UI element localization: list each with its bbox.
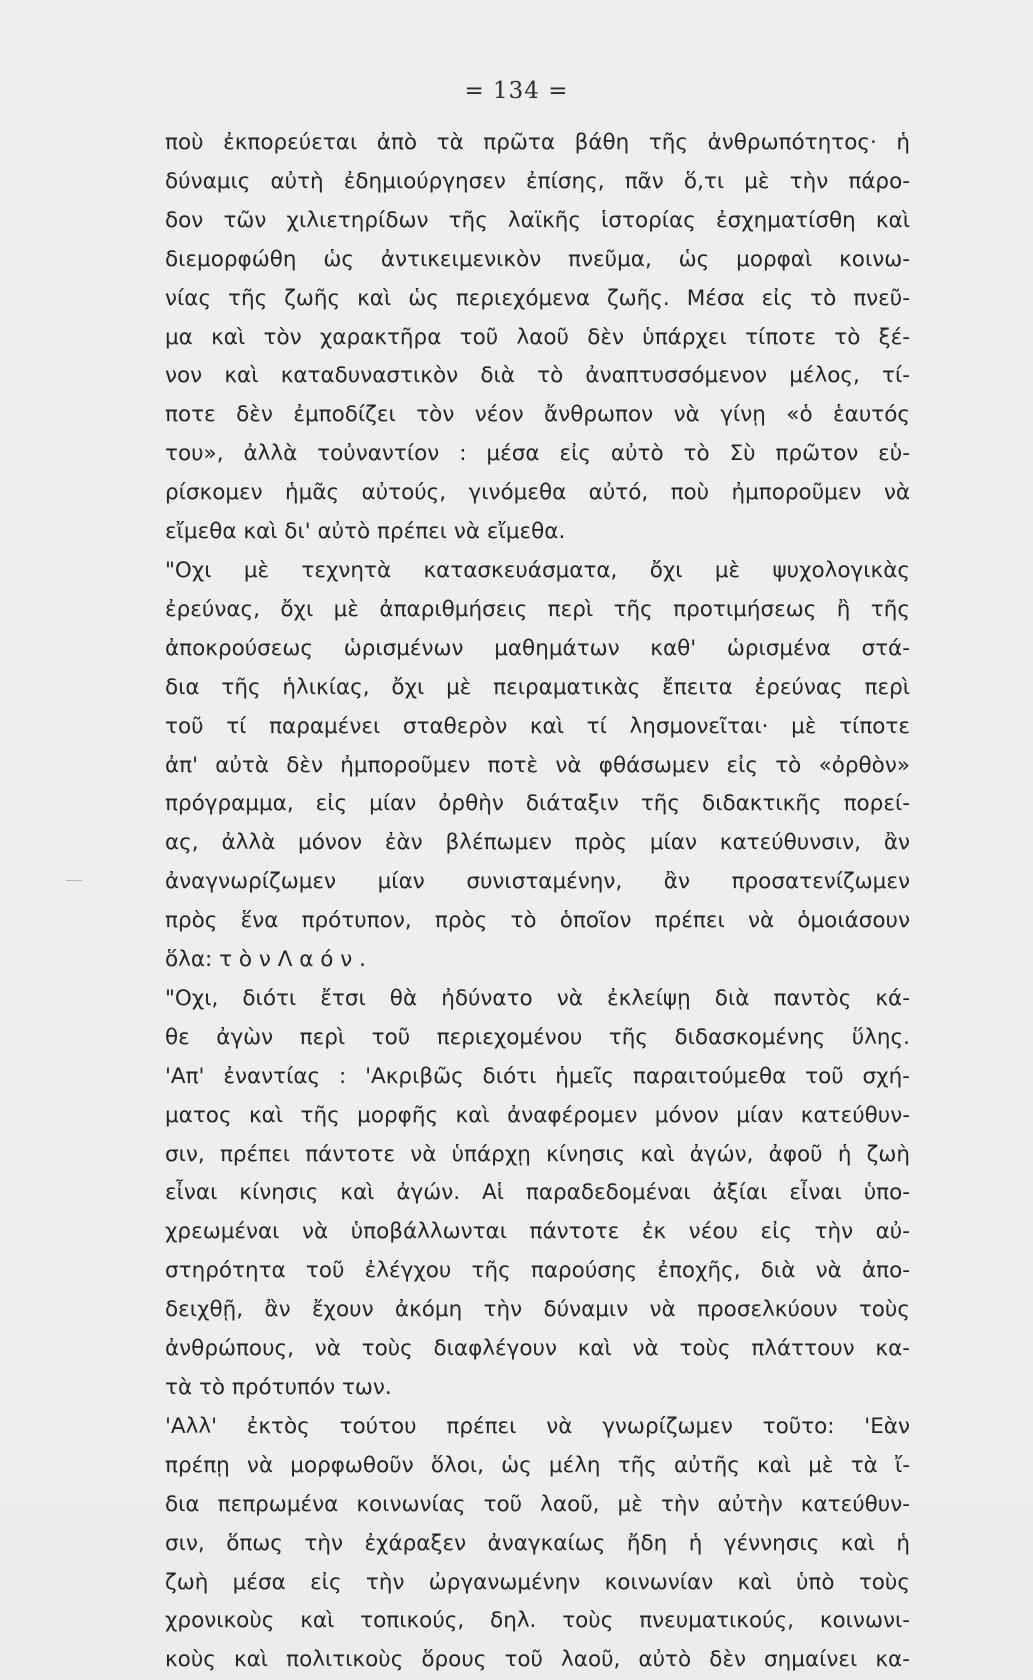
text-line: 'Απ' ἐναντίας : 'Ακριβῶς διότι ἡμεῖς παραιτούμεθα τοῦ σχή- xyxy=(165,1063,910,1089)
text-line: πρόγραμμα, εἰς μίαν ὀρθὴν διάταξιν τῆς διδακτικῆς πορεί- xyxy=(165,791,910,817)
text-line: "Οχι μὲ τεχνητὰ κατασκευάσματα, ὄχι μὲ ψυχολογικὰς xyxy=(165,557,910,583)
text-line: τὰ τὸ πρότυπόν των. xyxy=(165,1375,392,1400)
text-line: διεμορφώθη ὡς ἀντικειμενικὸν πνεῦμα, ὡς μορφαὶ κοινω- xyxy=(165,246,910,272)
body-text xyxy=(165,124,910,1680)
text-line: ποτε δὲν ἐμποδίζει τὸν νέον ἄνθρωπον νὰ γίνῃ «ὁ ἑαυτός xyxy=(165,402,910,428)
text-line: ποὺ ἐκπορεύεται ἀπὸ τὰ πρῶτα βάθη τῆς ἀνθρωπότητος· ἡ xyxy=(165,130,910,155)
text-line: ὅλα: τ ὸ ν Λ α ό ν . xyxy=(165,947,366,973)
text-line: ἀπ' αὐτὰ δὲν ἠμποροῦμεν ποτὲ νὰ φθάσωμεν εἰς τὸ «ὀρθὸν» xyxy=(165,752,910,778)
text-line: νίας τῆς ζωῆς καὶ ὡς περιεχόμενα ζωῆς. Μέσα εἰς τὸ πνεῦ- xyxy=(165,285,910,311)
text-line: ἀποκρούσεως ὡρισμένων μαθημάτων καθ' ὡρισμένα στά- xyxy=(165,635,910,661)
text-line: ἀναγνωρίζωμεν μίαν συνισταμένην, ἂν προσατενίζωμεν xyxy=(165,869,910,895)
text-line: εἴμεθα καὶ δι' αὐτὸ πρέπει νὰ εἴμεθα. xyxy=(165,519,566,545)
text-line: κοὺς καὶ πολιτικοὺς ὅρους τοῦ λαοῦ, αὐτὸ δὲν σημαίνει κα- xyxy=(165,1647,910,1673)
text-line: θε ἀγὼν περὶ τοῦ περιεχομένου τῆς διδασκομένης ὕλης. xyxy=(165,1024,910,1050)
text-line: του», ἀλλὰ τοὐναντίον : μέσα εἰς αὐτὸ τὸ Σὺ πρῶτον εὑ- xyxy=(165,441,910,467)
text-line: χρεωμέναι νὰ ὑποβάλλωνται πάντοτε ἐκ νέου εἰς τὴν αὐ- xyxy=(165,1219,910,1245)
margin-mark xyxy=(66,880,82,881)
text-line: σιν, ὅπως τὴν ἐχάραξεν ἀναγκαίως ἤδη ἡ γέννησις καὶ ἡ xyxy=(165,1530,910,1556)
text-line: στηρότητα τοῦ ἐλέγχου τῆς παρούσης ἐποχῆς, διὰ νὰ ἀπο- xyxy=(165,1258,910,1284)
text-line: ἀνθρώπους, νὰ τοὺς διαφλέγουν καὶ νὰ τοὺς πλάττουν κα- xyxy=(165,1336,910,1362)
text-line: ας, ἀλλὰ μόνον ἐὰν βλέπωμεν πρὸς μίαν κατεύθυνσιν, ἂν xyxy=(165,830,910,856)
text-line: δια τῆς ἡλικίας, ὄχι μὲ πειραματικὰς ἔπειτα ἐρεύνας περὶ xyxy=(165,674,910,700)
text-line: "Οχι, διότι ἔτσι θὰ ἠδύνατο νὰ ἐκλείψῃ διὰ παντὸς κά- xyxy=(165,985,910,1011)
text-line: εἶναι κίνησις καὶ ἀγών. Αἱ παραδεδομέναι ἀξίαι εἶναι ὑπο- xyxy=(165,1180,910,1206)
text-line: δύναμις αὐτὴ ἐδημιούργησεν ἐπίσης, πᾶν ὅ,τι μὲ τὴν πάρο- xyxy=(165,168,910,194)
text-line: νον καὶ καταδυναστικὸν διὰ τὸ ἀναπτυσσόμενον μέλος, τί- xyxy=(165,363,910,389)
text-line: σιν, πρέπει πάντοτε νὰ ὑπάρχῃ κίνησις καὶ ἀγών, ἀφοῦ ἡ ζωὴ xyxy=(165,1141,910,1167)
text-line: 'Αλλ' ἐκτὸς τούτου πρέπει νὰ γνωρίζωμεν τοῦτο: 'Εὰν xyxy=(165,1413,910,1439)
text-line: πρέπῃ νὰ μορφωθοῦν ὅλοι, ὡς μέλη τῆς αὐτῆς καὶ μὲ τὰ ἴ- xyxy=(165,1452,910,1478)
text-line: ἐρεύνας, ὄχι μὲ ἀπαριθμήσεις περὶ τῆς προτιμήσεως ἢ τῆς xyxy=(165,596,910,622)
text-line: τοῦ τί παραμένει σταθερὸν καὶ τί λησμονεῖται· μὲ τίποτε xyxy=(165,713,910,739)
text-line: πρὸς ἕνα πρότυπον, πρὸς τὸ ὁποῖον πρέπει νὰ ὁμοιάσουν xyxy=(165,908,910,934)
text-line: ματος καὶ τῆς μορφῆς καὶ ἀναφέρομεν μόνον μίαν κατεύθυν- xyxy=(165,1102,910,1128)
text-line: ρίσκομεν ἡμᾶς αὐτούς, γινόμεθα αὐτό, ποὺ ἠμποροῦμεν νὰ xyxy=(165,480,910,506)
text-line: μα καὶ τὸν χαρακτῆρα τοῦ λαοῦ δὲν ὑπάρχει τίποτε τὸ ξέ- xyxy=(165,324,910,350)
page-number: = 134 = xyxy=(464,78,569,104)
text-line: ζωὴ μέσα εἰς τὴν ὠργανωμένην κοινωνίαν καὶ ὑπὸ τοὺς xyxy=(165,1569,910,1595)
text-line: δια πεπρωμένα κοινωνίας τοῦ λαοῦ, μὲ τὴν αὐτὴν κατεύθυν- xyxy=(165,1491,910,1517)
text-line: χρονικοὺς καὶ τοπικούς, δηλ. τοὺς πνευματικούς, κοινωνι- xyxy=(165,1608,910,1634)
text-line: δειχθῇ, ἂν ἔχουν ἀκόμη τὴν δύναμιν νὰ προσελκύουν τοὺς xyxy=(165,1297,910,1323)
text-line: δον τῶν χιλιετηρίδων τῆς λαϊκῆς ἱστορίας ἐσχηματίσθη καὶ xyxy=(165,207,910,233)
